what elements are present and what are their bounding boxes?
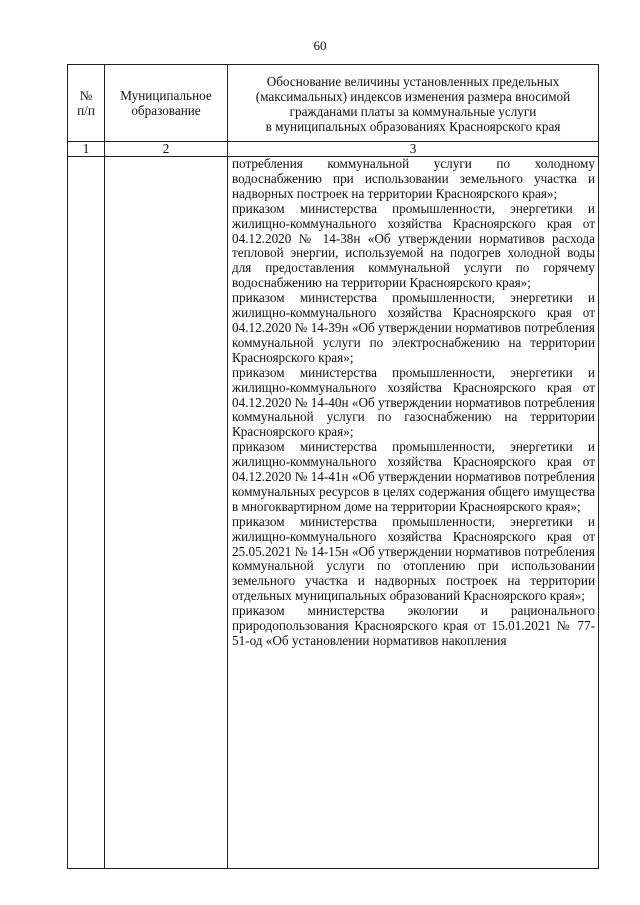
table-header-row [68, 65, 599, 142]
column-index-1: 1 [68, 142, 105, 157]
justification-table [67, 64, 599, 869]
header-justification-cell [228, 65, 599, 142]
header-number-cell [68, 65, 105, 142]
header-municipality-line: Муниципальное [120, 88, 212, 103]
header-justification-line: в муниципальных образованиях Красноярского края [265, 119, 561, 134]
column-index-3: 3 [228, 142, 599, 157]
justification-paragraph: приказом министерства промышленности, энергетики и жилищно-коммунального хозяйства Красноярского края от 25.05.2021 № 14-15н «Об утверждении нормативов потребления коммунальной услуги по отоплению при использовании земельного участка и надворных построек на территории отдельных муниципальных образований Красноярского края»; [232, 513, 595, 604]
justification-paragraph: приказом министерства промышленности, энергетики и жилищно-коммунального хозяйства Красноярского края от 04.12.2020 № 14-38н «Об утверждении нормативов расхода тепловой энергии, используемой на подогрев холодной воды для предоставления коммунальной услуги по горячему водоснабжению на территории Красноярского края»; [232, 200, 595, 291]
justification-paragraph: приказом министерства промышленности, энергетики и жилищно-коммунального хозяйства Красноярского края от 04.12.2020 № 14-40н «Об утверждении нормативов потребления коммунальной услуги по газоснабжению на территории Красноярского края»; [232, 364, 595, 440]
header-number-line: № [79, 88, 93, 103]
header-number-line: п/п [77, 103, 95, 118]
justification-paragraph: потребления коммунальной услуги по холодному водоснабжению при использовании земельного участка и надворных построек на территории Красноярского края»; [232, 157, 595, 201]
header-justification-line: гражданами платы за коммунальные услуги [289, 104, 537, 119]
body-number-cell [68, 157, 105, 869]
column-index-2: 2 [105, 142, 228, 157]
header-justification-line: Обоснование величины установленных предельных [266, 74, 560, 89]
body-justification-cell [228, 157, 599, 869]
body-municipality-cell [105, 157, 228, 869]
header-justification-line: (максимальных) индексов изменения размера вносимой [255, 89, 571, 104]
justification-text [228, 157, 598, 868]
page-number: 60 [313, 38, 327, 53]
table-body-row [68, 157, 599, 869]
justification-paragraph: приказом министерства экологии и рационального природопользования Красноярского края от 15.01.2021 № 77-51-од «Об установлении нормативов накопления [232, 603, 595, 648]
justification-paragraph: приказом министерства промышленности, энергетики и жилищно-коммунального хозяйства Красноярского края от 04.12.2020 № 14-41н «Об утверждении нормативов потребления коммунальных ресурсов в целях содержания общего имущества в многоквартирном доме на территории Красноярского края»; [232, 439, 595, 514]
header-municipality-cell [105, 65, 228, 142]
column-index-row [68, 142, 599, 157]
justification-paragraph: приказом министерства промышленности, энергетики и жилищно-коммунального хозяйства Красноярского края от 04.12.2020 № 14-39н «Об утверждении нормативов потребления коммунальной услуги по электроснабжению на территории Красноярского края»; [232, 290, 595, 365]
header-municipality-line: образование [131, 103, 201, 118]
